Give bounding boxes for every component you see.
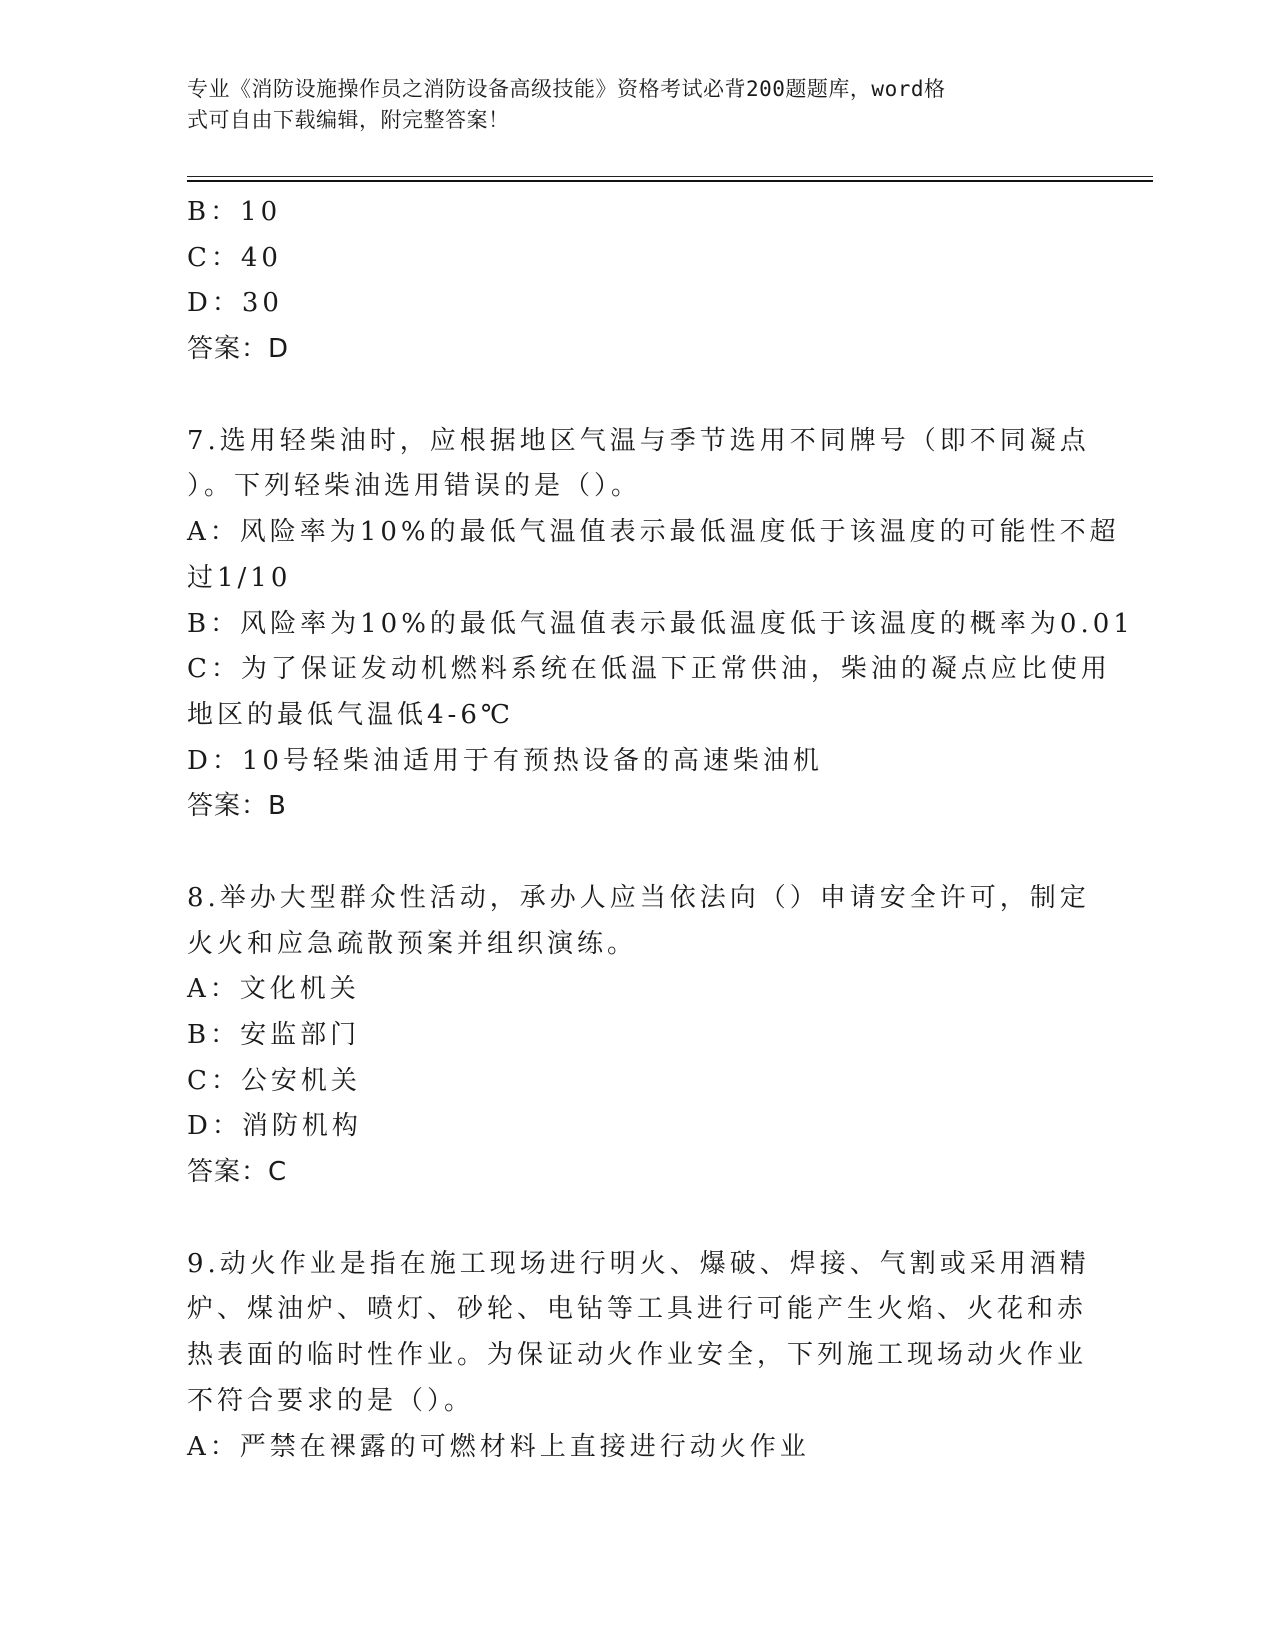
spacer	[187, 830, 1077, 876]
answer: 答案：D	[187, 334, 290, 365]
answer: 答案：B	[187, 791, 287, 822]
question-content	[187, 190, 1134, 1470]
document-header	[187, 74, 1067, 136]
option-b: B：安监部门	[187, 1020, 361, 1050]
option-d: D：10号轻柴油适用于有预热设备的高速柴油机	[187, 745, 823, 776]
header-line-1: 专业《消防设施操作员之消防设备高级技能》资格考试必背200题题库，word格	[187, 77, 946, 101]
question-stem: 8.举办大型群众性活动，承办人应当依法向（）申请安全许可，制定	[187, 882, 1090, 913]
question-9	[187, 1242, 1090, 1470]
option-a: A：严禁在裸露的可燃材料上直接进行动火作业	[187, 1431, 810, 1462]
option-b: B：10	[187, 197, 282, 227]
question-stem: 9.动火作业是指在施工现场进行明火、爆破、焊接、气割或采用酒精	[187, 1248, 1090, 1279]
question-stem: 炉、煤油炉、喷灯、砂轮、电钻等工具进行可能产生火焰、火花和赤	[187, 1294, 1088, 1325]
option-c: C：40	[187, 242, 282, 273]
option-b: B：风险率为10%的最低气温值表示最低温度低于该温度的概率为0.01	[187, 608, 1134, 639]
question-6-tail	[187, 190, 1077, 373]
spacer	[187, 373, 1077, 419]
option-a: A：文化机关	[187, 974, 360, 1005]
question-stem: 热表面的临时性作业。为保证动火作业安全，下列施工现场动火作业	[187, 1340, 1088, 1371]
question-7	[187, 419, 1134, 830]
question-stem: ）。下列轻柴油选用错误的是（）。	[187, 471, 642, 502]
question-8	[187, 876, 1090, 1196]
answer: 答案：C	[187, 1157, 288, 1188]
spacer	[187, 1196, 1077, 1242]
question-stem: 火火和应急疏散预案并组织演练。	[187, 928, 638, 959]
option-a: 过1/10	[187, 562, 292, 593]
header-line-2: 式可自由下载编辑，附完整答案！	[187, 108, 510, 132]
option-d: D：30	[187, 288, 283, 319]
header-divider-thin	[187, 176, 1153, 177]
option-d: D：消防机构	[187, 1111, 362, 1142]
option-a: A：风险率为10%的最低气温值表示最低温度低于该温度的可能性不超	[187, 517, 1120, 548]
header-divider-thick	[187, 180, 1153, 182]
question-stem: 不符合要求的是（）。	[187, 1385, 475, 1416]
option-c: C：公安机关	[187, 1065, 361, 1096]
question-stem: 7.选用轻柴油时，应根据地区气温与季节选用不同牌号（即不同凝点	[187, 425, 1090, 456]
option-c: C：为了保证发动机燃料系统在低温下正常供油，柴油的凝点应比使用	[187, 654, 1111, 685]
option-c: 地区的最低气温低4-6℃	[187, 699, 514, 730]
